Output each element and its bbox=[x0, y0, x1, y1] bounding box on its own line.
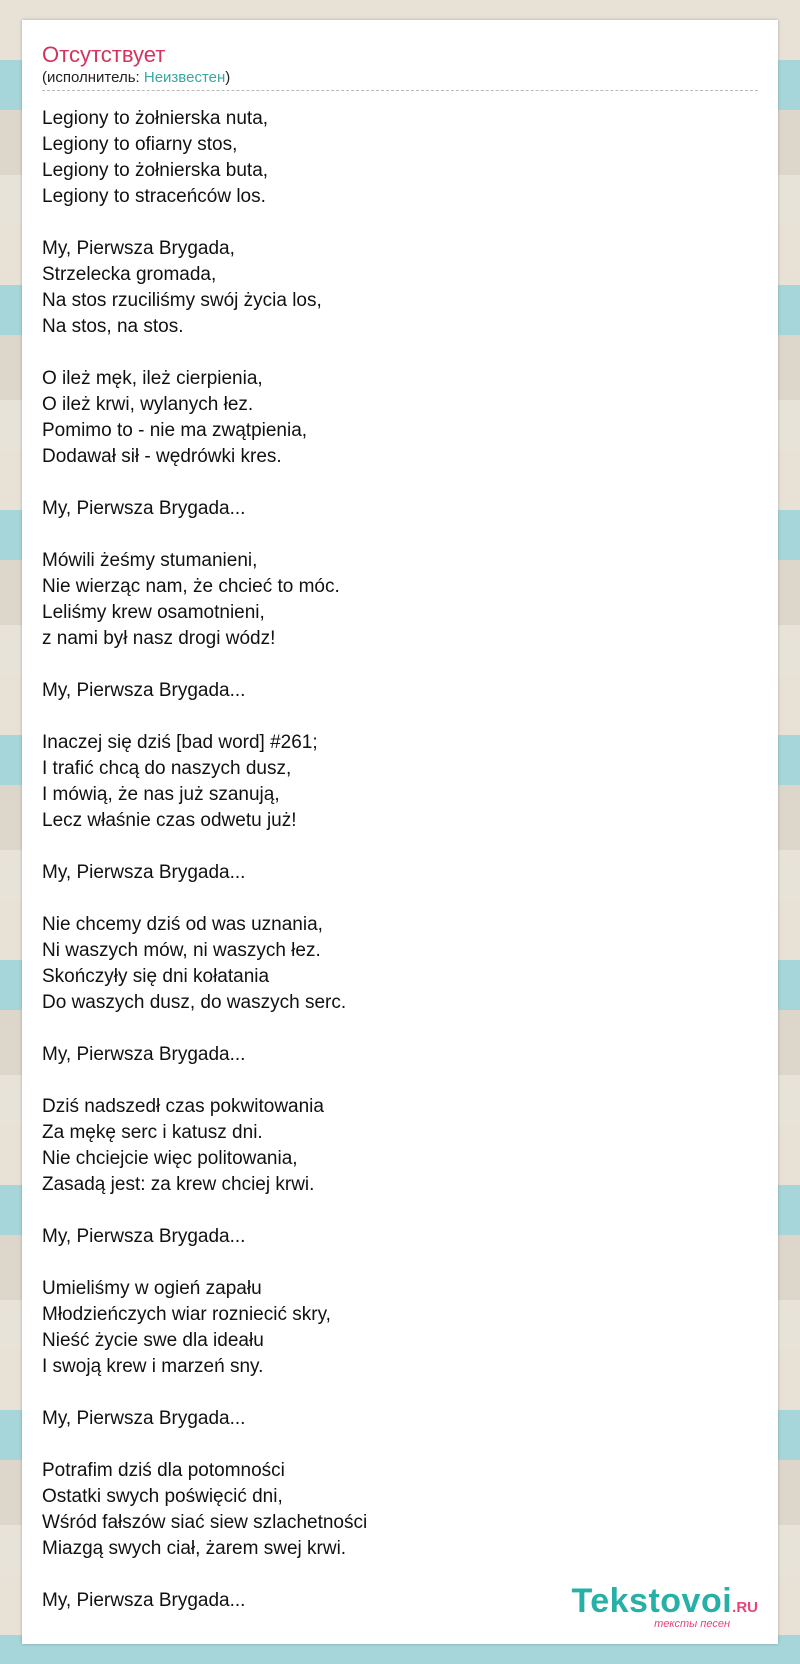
lyrics-line: My, Pierwsza Brygada, bbox=[42, 238, 235, 259]
lyrics-line: Legiony to ofiarny stos, bbox=[42, 134, 238, 155]
lyrics-stanza bbox=[42, 1276, 758, 1380]
lyrics-line: My, Pierwsza Brygada... bbox=[42, 1408, 246, 1429]
lyrics-stanza bbox=[42, 496, 758, 522]
logo-brand: Tekstovoi bbox=[571, 1582, 733, 1620]
lyrics-line: Legiony to żołnierska buta, bbox=[42, 160, 269, 181]
lyrics-line: Leliśmy krew osamotnieni, bbox=[42, 602, 265, 623]
lyrics-line: Dodawał sił - wędrówki kres. bbox=[42, 446, 282, 467]
lyrics-line: Nie chciejcie więc politowania, bbox=[42, 1148, 298, 1169]
lyrics-line: Inaczej się dziś [bad word] #261; bbox=[42, 732, 318, 753]
lyrics-line: O ileż męk, ileż cierpienia, bbox=[42, 368, 263, 389]
site-logo[interactable] bbox=[571, 1584, 758, 1630]
lyrics-line: Nieść życie swe dla ideału bbox=[42, 1330, 264, 1351]
lyrics-line: Zasadą jest: za krew chciej krwi. bbox=[42, 1174, 315, 1195]
lyrics-line: Legiony to straceńców los. bbox=[42, 186, 266, 207]
lyrics-line: Na stos, na stos. bbox=[42, 316, 184, 337]
lyrics-line: Skończyły się dni kołatania bbox=[42, 966, 270, 987]
lyrics-stanza bbox=[42, 678, 758, 704]
lyrics-stanza bbox=[42, 1406, 758, 1432]
artist-prefix: (исполнитель: bbox=[42, 69, 144, 86]
lyrics-line: Wśród fałszów siać siew szlachetności bbox=[42, 1512, 368, 1533]
lyrics-line: Młodzieńczych wiar rozniecić skry, bbox=[42, 1304, 331, 1325]
lyrics-line: Do waszych dusz, do waszych serc. bbox=[42, 992, 347, 1013]
lyrics-stanza bbox=[42, 1042, 758, 1068]
lyrics-line: I mówią, że nas już szanują, bbox=[42, 784, 280, 805]
logo-tagline: тексты песен bbox=[654, 1618, 730, 1630]
lyrics-line: Umieliśmy w ogień zapału bbox=[42, 1278, 262, 1299]
lyrics-stanza bbox=[42, 1094, 758, 1198]
lyrics-line: My, Pierwsza Brygada... bbox=[42, 1590, 246, 1611]
lyrics-stanza bbox=[42, 366, 758, 470]
lyrics-line: Na stos rzuciliśmy swój życia los, bbox=[42, 290, 322, 311]
lyrics-stanza bbox=[42, 1224, 758, 1250]
lyrics-line: Za mękę serc i katusz dni. bbox=[42, 1122, 263, 1143]
song-title: Отсутствует bbox=[42, 42, 166, 67]
lyrics-stanza bbox=[42, 912, 758, 1016]
lyrics-line: Ni waszych mów, ni waszych łez. bbox=[42, 940, 321, 961]
lyrics-stanza bbox=[42, 860, 758, 886]
lyrics-line: Dziś nadszedł czas pokwitowania bbox=[42, 1096, 324, 1117]
lyrics-line: Mówili żeśmy stumanieni, bbox=[42, 550, 258, 571]
lyrics-line: I swoją krew i marzeń sny. bbox=[42, 1356, 264, 1377]
lyrics-line: My, Pierwsza Brygada... bbox=[42, 1226, 246, 1247]
lyrics-line: z nami był nasz drogi wódz! bbox=[42, 628, 276, 649]
lyrics-line: I trafić chcą do naszych dusz, bbox=[42, 758, 292, 779]
lyrics-line: Ostatki swych poświęcić dni, bbox=[42, 1486, 283, 1507]
lyrics-stanza bbox=[42, 236, 758, 340]
artist-line bbox=[42, 68, 758, 88]
lyrics-line: Legiony to żołnierska nuta, bbox=[42, 108, 269, 129]
lyrics-stanza bbox=[42, 730, 758, 834]
lyrics-line: O ileż krwi, wylanych łez. bbox=[42, 394, 254, 415]
song-header bbox=[42, 42, 758, 91]
lyrics-line: Nie chcemy dziś od was uznania, bbox=[42, 914, 323, 935]
lyrics-line: My, Pierwsza Brygada... bbox=[42, 498, 246, 519]
lyrics-stanza bbox=[42, 106, 758, 210]
lyrics-line: Nie wierząc nam, że chcieć to móc. bbox=[42, 576, 340, 597]
lyrics-line: My, Pierwsza Brygada... bbox=[42, 680, 246, 701]
lyrics-stanza bbox=[42, 1458, 758, 1562]
lyrics-line: Strzelecka gromada, bbox=[42, 264, 217, 285]
lyrics-line: Lecz właśnie czas odwetu już! bbox=[42, 810, 297, 831]
logo-tld: .RU bbox=[732, 1599, 758, 1616]
lyrics-card bbox=[22, 20, 778, 1644]
lyrics-stanza bbox=[42, 548, 758, 652]
artist-link[interactable]: Неизвестен bbox=[143, 69, 226, 86]
lyrics-line: My, Pierwsza Brygada... bbox=[42, 1044, 246, 1065]
lyrics-line: Miazgą swych ciał, żarem swej krwi. bbox=[42, 1538, 347, 1559]
lyrics-line: Potrafim dziś dla potomności bbox=[42, 1460, 285, 1481]
artist-suffix: ) bbox=[225, 69, 231, 86]
lyrics-line: Pomimo to - nie ma zwątpienia, bbox=[42, 420, 308, 441]
lyrics-line: My, Pierwsza Brygada... bbox=[42, 862, 246, 883]
lyrics-body bbox=[42, 106, 758, 1640]
